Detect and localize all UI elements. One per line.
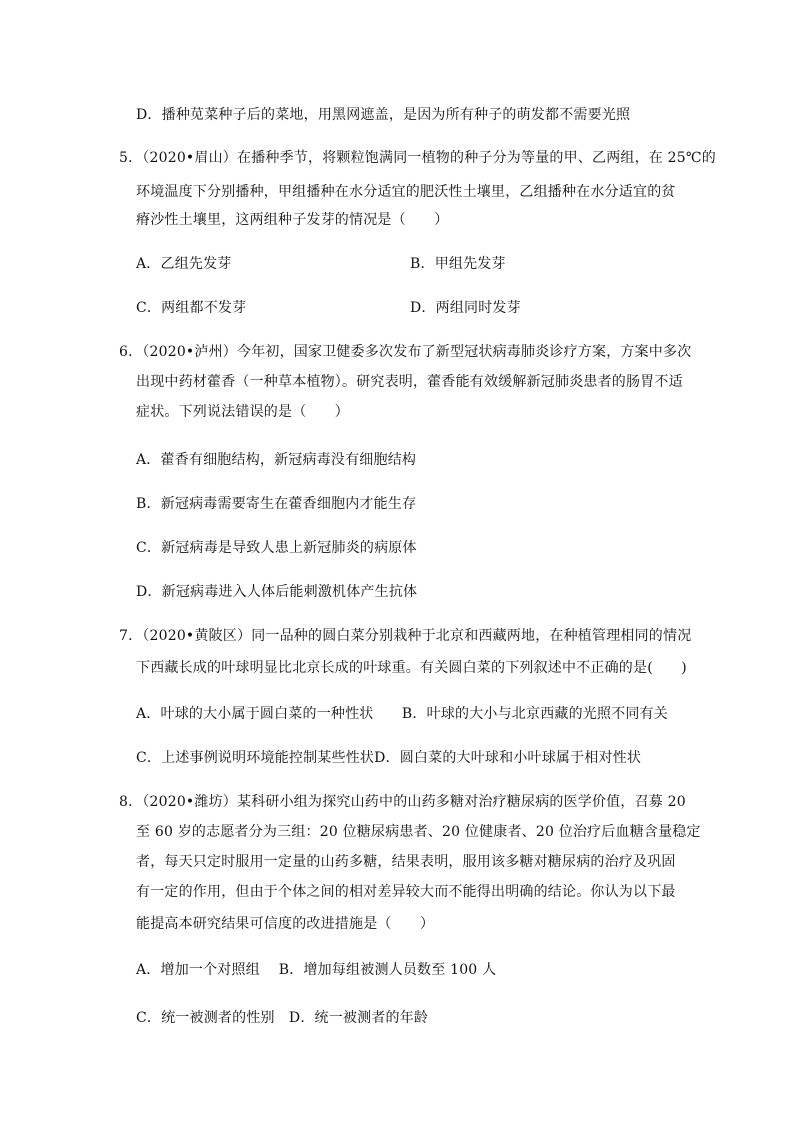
q5-stem-line-2: 环境温度下分别播种，甲组播种在水分适宜的肥沃性土壤里，乙组播种在水分适宜的贫: [136, 184, 676, 200]
q8-stem-line-2: 至 60 岁的志愿者分为三组：20 位糖尿病患者、20 位健康者、20 位治疗后血糖含量稳定: [136, 824, 701, 840]
q8-stem-line-4: 有一定的作用，但由于个体之间的相对差异较大而不能得出明确的结论。你认为以下最: [136, 884, 676, 900]
q5-option-c: C．两组都不发芽: [136, 300, 247, 316]
q5-option-d: D．两组同时发芽: [410, 300, 521, 316]
q8-options-cd: C．统一被测者的性别 D．统一被测者的年龄: [136, 1010, 429, 1026]
q5-stem-line-3: 瘠沙性土壤里，这两组种子发芽的情况是（ ）: [136, 212, 449, 228]
q6-stem-line-1: 6．（2020•泸州）今年初，国家卫健委多次发布了新型冠状病毒肺炎诊疗方案，方案中多次: [119, 344, 692, 360]
q4-option-d: D．播种苋菜种子后的菜地，用黑网遮盖，是因为所有种子的萌发都不需要光照: [136, 107, 631, 123]
q6-stem-line-3: 症状。下列说法错误的是（ ）: [136, 404, 349, 420]
q8-stem-line-1: 8．（2020•潍坊）某科研小组为探究山药中的山药多糖对治疗糖尿病的医学价值，召募 20: [119, 794, 686, 810]
q6-option-c: C．新冠病毒是导致人患上新冠肺炎的病原体: [136, 540, 417, 556]
q8-stem-line-5: 能提高本研究结果可信度的改进措施是（ ）: [136, 916, 435, 932]
q8-options-ab: A．增加一个对照组 B．增加每组被测人员数至 100 人: [136, 962, 497, 978]
q6-option-d: D．新冠病毒进入人体后能刺激机体产生抗体: [136, 584, 418, 600]
q7-stem-line-2: 下西藏长成的叶球明显比北京长成的叶球重。有关圆白菜的下列叙述中不正确的是( ): [136, 660, 687, 676]
q7-stem-line-1: 7．（2020•黄陂区）同一品种的圆白菜分别栽种于北京和西藏两地，在种植管理相同的情况: [119, 628, 692, 644]
q7-options-ab: A．叶球的大小属于圆白菜的一种性状 B．叶球的大小与北京西藏的光照不同有关: [136, 706, 668, 722]
q6-option-a: A．藿香有细胞结构，新冠病毒没有细胞结构: [136, 452, 417, 468]
q6-option-b: B．新冠病毒需要寄生在藿香细胞内才能生存: [136, 496, 417, 512]
q5-stem-line-1: 5．（2020•眉山）在播种季节，将颗粒饱满同一植物的种子分为等量的甲、乙两组，在 25℃的: [119, 150, 716, 166]
q5-option-a: A．乙组先发芽: [136, 256, 232, 272]
q6-stem-line-2: 出现中药材藿香（一种草本植物）。研究表明，藿香能有效缓解新冠肺炎患者的肠胃不适: [136, 374, 683, 390]
q5-option-b: B．甲组先发芽: [410, 256, 506, 272]
q8-stem-line-3: 者，每天只定时服用一定量的山药多糖，结果表明，服用该多糖对糖尿病的治疗及巩固: [136, 854, 676, 870]
q7-options-cd: C．上述事例说明环境能控制某些性状D．圆白菜的大叶球和小叶球属于相对性状: [136, 750, 642, 766]
